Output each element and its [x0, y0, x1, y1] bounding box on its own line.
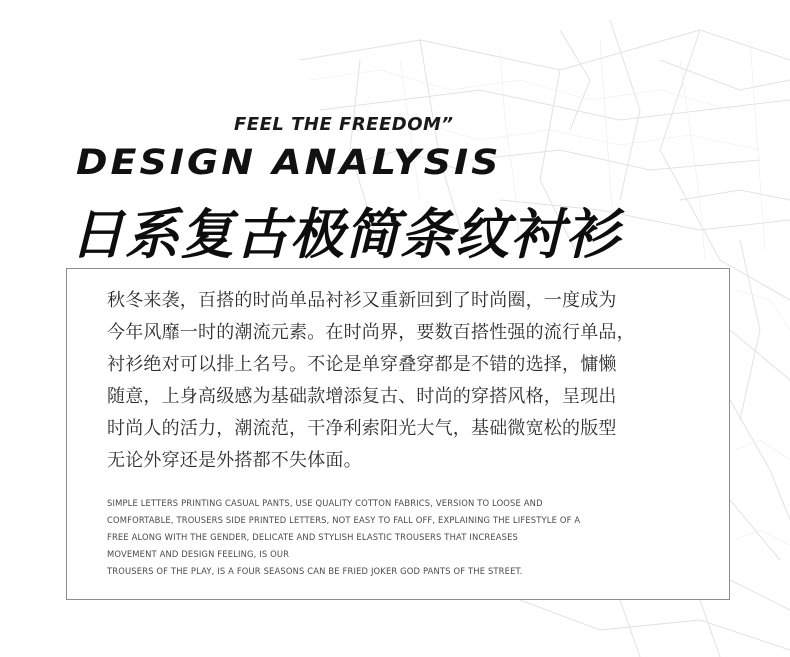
description-card [66, 268, 730, 600]
heading-chinese: 日系复古极简条纹衬衫 [70, 203, 620, 266]
english-description [107, 495, 707, 580]
english-description-line: MOVEMENT AND DESIGN FEELING, IS OUR [107, 549, 290, 559]
english-description-line: TROUSERS OF THE PLAY, IS A FOUR SEASONS CAN BE FRIED JOKER GOD PANTS OF THE STREET. [107, 566, 523, 576]
chinese-description-line: 时尚人的活力，潮流范，干净利索阳光大气，基础微宽松的版型 [107, 418, 617, 439]
english-description-line: COMFORTABLE, TROUSERS SIDE PRINTED LETTERS, NOT EASY TO FALL OFF, EXPLAINING THE LIFESTYLE OF A [107, 515, 581, 525]
tagline: FEEL THE FREEDOM” [234, 114, 454, 135]
chinese-description [107, 285, 707, 477]
heading-english: DESIGN ANALYSIS [76, 142, 502, 183]
chinese-description-line: 今年风靡一时的潮流元素。在时尚界，要数百搭性强的流行单品， [107, 322, 635, 343]
chinese-description-line: 秋冬来袭，百搭的时尚单品衬衫又重新回到了时尚圈，一度成为 [107, 290, 617, 311]
english-description-line: SIMPLE LETTERS PRINTING CASUAL PANTS, USE QUALITY COTTON FABRICS, VERSION TO LOOSE AND [107, 498, 543, 508]
chinese-description-line: 衬衫绝对可以排上名号。不论是单穿叠穿都是不错的选择，慵懒 [107, 354, 617, 375]
chinese-description-line: 随意，上身高级感为基础款增添复古、时尚的穿搭风格，呈现出 [107, 386, 617, 407]
chinese-description-line: 无论外穿还是外搭都不失体面。 [107, 450, 362, 471]
english-description-line: FREE ALONG WITH THE GENDER, DELICATE AND STYLISH ELASTIC TROUSERS THAT INCREASES [107, 532, 519, 542]
